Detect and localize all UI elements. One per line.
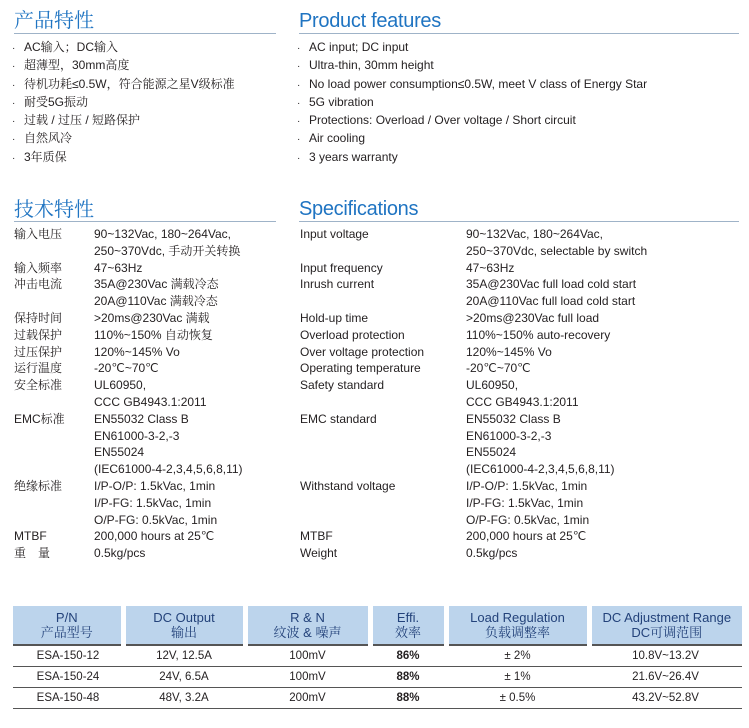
feature-item [12,148,235,166]
table-cell: ± 0.5% [446,688,589,709]
spec-row [300,411,740,478]
feature-text: 耐受5G振动 [24,94,89,109]
feature-item [12,75,235,93]
spec-value [466,411,615,478]
table-cell: 88% [370,667,446,688]
spec-value-line: I/P-FG: 1.5kVac, 1min [94,495,212,510]
spec-key: Inrush current [300,277,375,292]
spec-key: 保持时间 [14,310,63,325]
bullet: · [12,43,16,54]
feature-text: 超薄型，30mm高度 [24,58,130,73]
spec-value-line: EN55024 [94,445,145,460]
bullet: · [12,97,16,109]
table-cell: 43.2V~52.8V [589,688,742,709]
spec-value-line: EN55032 Class B [94,411,189,426]
spec-value [94,344,180,361]
spec-value [466,545,517,562]
table-cell: 21.6V~26.4V [589,667,742,688]
table-cell: 48V, 3.2A [123,688,245,709]
spec-row [14,260,284,277]
spec-key: Input voltage [300,227,369,241]
feature-text: AC输入；DC输入 [24,40,119,54]
feature-text: 过载 / 过压 / 短路保护 [24,113,141,128]
spec-value [466,377,579,411]
spec-key: Hold-up time [300,310,369,325]
spec-row [300,226,740,260]
spec-value [466,327,610,344]
table-cell: 24V, 6.5A [123,667,245,688]
header-en: R & N [290,610,325,625]
feature-text: No load power consumption≤0.5W, meet V class of Energy Star [309,76,648,91]
spec-key: 过载保护 [14,327,63,342]
spec-key: Input frequency [300,260,383,275]
feature-text: Ultra-thin, 30mm height [309,58,434,73]
model-table [13,606,742,709]
spec-value-line: 90~132Vac, 180~264Vac, [94,227,232,241]
spec-row [14,344,284,361]
spec-key: MTBF [14,529,47,544]
spec-row [300,528,740,545]
spec-value [94,327,213,344]
spec-value-line: 90~132Vac, 180~264Vac, [466,227,604,241]
spec-value [94,545,145,562]
spec-value [94,260,142,277]
table-row [13,667,742,688]
spec-value-line: -20℃~70℃ [94,361,159,376]
feature-item [297,75,647,93]
spec-value-line: 35A@230Vac full load cold start [466,277,637,292]
table-cell: ESA-150-12 [13,645,123,667]
spec-row [14,545,284,562]
spec-key: Weight [300,546,338,561]
specs-divider-cn [14,221,276,222]
feature-item [297,148,647,166]
header-cn: DC可调范围 [631,625,703,640]
spec-value [466,360,531,377]
header-cn: 输出 [170,625,197,640]
spec-value-line: 200,000 hours at 25℃ [466,529,587,544]
spec-row [14,528,284,545]
spec-row [14,310,284,327]
table-cell: ESA-150-24 [13,667,123,688]
spec-value-line: 20A@110Vac 满载冷态 [94,294,218,309]
features-title-en: Product features [299,10,441,32]
spec-value-line: I/P-FG: 1.5kVac, 1min [466,495,584,510]
spec-key: 重 量 [14,546,51,561]
feature-text: 3 years warranty [309,149,398,164]
header-cn: 效率 [394,625,421,640]
spec-value [94,360,159,377]
header-cn: 负载调整率 [484,625,550,640]
feature-item [12,38,235,56]
table-cell: 12V, 12.5A [123,645,245,667]
spec-key: Overload protection [300,327,405,342]
feature-item [297,111,647,129]
spec-value [466,310,599,327]
spec-value-line: 35A@230Vac 满载冷态 [94,277,219,292]
bullet: · [297,43,301,54]
header-en: P/N [55,610,78,625]
specs-divider-en [299,221,739,222]
spec-value-line: 47~63Hz [94,260,143,275]
table-header [245,606,370,645]
table-cell: 100mV [245,645,370,667]
spec-value [94,411,243,478]
spec-value-line: 47~63Hz [466,260,515,275]
spec-value-line: 0.5kg/pcs [466,546,518,561]
features-list-cn [12,38,235,166]
feature-item [12,93,235,111]
feature-text: 3年质保 [24,149,67,164]
spec-key: Operating temperature [300,361,421,376]
specs-title-en: Specifications [299,198,419,220]
spec-key: Withstand voltage [300,478,396,493]
feature-text: AC input; DC input [309,40,409,54]
header-cn: 纹波 & 噪声 [273,625,342,640]
table-cell: ± 1% [446,667,589,688]
bullet: · [297,79,301,91]
spec-value-line: O/P-FG: 0.5kVac, 1min [94,512,218,527]
specs-list-cn [14,226,284,562]
spec-row [14,360,284,377]
feature-text: 5G vibration [309,94,374,109]
spec-key: EMC标准 [14,411,65,426]
feature-item [297,93,647,111]
spec-value [94,478,217,528]
header-en: DC Adjustment Range [602,610,732,625]
spec-value-line: -20℃~70℃ [466,361,531,376]
spec-row [300,360,740,377]
features-divider-cn [14,33,276,34]
spec-row [300,310,740,327]
table-header [446,606,589,645]
spec-value-line: 200,000 hours at 25℃ [94,529,215,544]
table-header [13,606,123,645]
spec-row [300,327,740,344]
table-cell: 200mV [245,688,370,709]
features-title-cn: 产品特性 [14,8,94,32]
table-cell: 10.8V~13.2V [589,645,742,667]
spec-key: 过压保护 [14,344,63,359]
spec-key: 冲击电流 [14,277,63,292]
specs-title-cn: 技术特性 [14,197,94,221]
spec-value [466,344,552,361]
spec-value-line: (IEC61000-4-2,3,4,5,6,8,11) [466,462,615,477]
bullet: · [12,61,16,73]
spec-value-line: >20ms@230Vac 满载 [94,310,210,325]
bullet: · [297,61,301,73]
feature-item [297,38,647,56]
spec-value-line: UL60950, [94,378,147,393]
spec-value-line: O/P-FG: 0.5kVac, 1min [466,512,590,527]
spec-row [300,344,740,361]
spec-key: 运行温度 [14,361,63,376]
spec-row [300,377,740,411]
spec-value-line: 120%~145% Vo [94,344,180,359]
feature-item [297,129,647,147]
header-cn: 产品型号 [40,625,93,640]
spec-row [300,260,740,277]
spec-row [14,226,284,260]
spec-row [14,377,284,411]
spec-value [94,528,214,545]
spec-value-line: EN55032 Class B [466,411,561,426]
spec-value-line: 20A@110Vac full load cold start [466,294,636,309]
feature-text: Air cooling [309,131,366,146]
spec-key: 绝缘标准 [14,478,63,493]
spec-value-line: I/P-O/P: 1.5kVac, 1min [94,478,216,493]
spec-key: 输入频率 [14,260,63,275]
feature-item [12,56,235,74]
bullet: · [12,116,16,128]
feature-item [12,129,235,147]
spec-row [14,327,284,344]
spec-value-line: CCC GB4943.1:2011 [466,394,579,409]
bullet: · [12,79,16,91]
spec-value [94,276,219,310]
spec-value-line: CCC GB4943.1:2011 [94,394,207,409]
feature-item [297,56,647,74]
spec-value-line: UL60950, [466,378,519,393]
spec-value-line: 250~370Vdc, selectable by switch [466,243,648,258]
spec-key: Over voltage protection [300,344,425,359]
spec-value [466,276,636,310]
features-list-en [297,38,647,166]
spec-value [466,528,586,545]
spec-key: EMC standard [300,411,377,426]
spec-row [14,478,284,528]
bullet: · [297,134,301,146]
table-row [13,645,742,667]
spec-row [14,276,284,310]
bullet: · [297,97,301,109]
spec-key: 输入电压 [14,227,63,241]
header-en: Effi. [396,610,420,625]
spec-key: Safety standard [300,378,385,393]
spec-value-line: 110%~150% 自动恢复 [94,327,213,342]
spec-value-line: 110%~150% auto-recovery [466,327,611,342]
spec-value [466,226,647,260]
features-divider-en [299,33,739,34]
table-header [589,606,742,645]
spec-row [14,411,284,478]
spec-value-line: 250~370Vdc, 手动开关转换 [94,243,241,258]
spec-value [466,478,589,528]
feature-item [12,111,235,129]
feature-text: Protections: Overload / Over voltage / Short circuit [309,113,576,128]
spec-value [94,310,210,327]
header-en: DC Output [153,610,215,625]
spec-value [94,377,207,411]
spec-value-line: (IEC61000-4-2,3,4,5,6,8,11) [94,462,243,477]
table-row [13,688,742,709]
spec-value-line: 0.5kg/pcs [94,546,146,561]
spec-row [300,276,740,310]
table-cell: ± 2% [446,645,589,667]
bullet: · [297,152,301,164]
spec-value-line: I/P-O/P: 1.5kVac, 1min [466,478,588,493]
bullet: · [297,116,301,128]
feature-text: 自然风冷 [24,131,73,146]
spec-value-line: >20ms@230Vac full load [466,310,600,325]
spec-value-line: 120%~145% Vo [466,344,552,359]
specs-list-en [300,226,740,562]
table-header [370,606,446,645]
bullet: · [12,134,16,146]
bullet: · [12,152,16,164]
table-cell: 86% [370,645,446,667]
spec-value-line: EN61000-3-2,-3 [466,428,552,443]
header-en: Load Regulation [470,610,565,625]
spec-value-line: EN55024 [466,445,517,460]
spec-key: MTBF [300,529,333,544]
spec-value [94,226,240,260]
spec-row [300,478,740,528]
spec-value-line: EN61000-3-2,-3 [94,428,180,443]
table-cell: ESA-150-48 [13,688,123,709]
spec-row [300,545,740,562]
feature-text: 待机功耗≤0.5W，符合能源之星V级标准 [24,76,235,91]
spec-value [466,260,514,277]
table-cell: 88% [370,688,446,709]
table-header [123,606,245,645]
spec-key: 安全标准 [14,378,63,393]
table-cell: 100mV [245,667,370,688]
